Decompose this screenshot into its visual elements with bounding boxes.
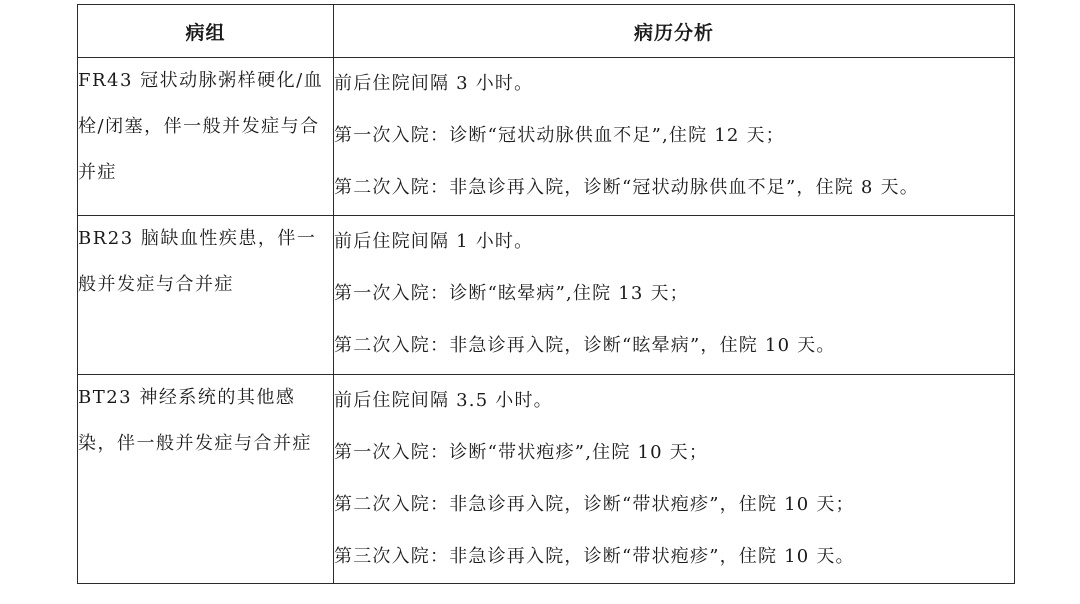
analysis-line: 前后住院间隔 3.5 小时。 (334, 390, 553, 411)
analysis-line: 前后住院间隔 3 小时。 (334, 73, 534, 94)
analysis-line: 第二次入院：非急诊再入院，诊断“带状疱疹”，住院 10 天； (334, 494, 855, 515)
case-analysis-table (77, 4, 1015, 584)
table-row (78, 216, 1015, 375)
header-group: 病组 (78, 5, 334, 58)
analysis-cell (334, 216, 1015, 375)
analysis-line: 第二次入院：非急诊再入院，诊断“眩晕病”，住院 10 天。 (334, 335, 836, 356)
group-cell: FR43 冠状动脉粥样硬化/血栓/闭塞，伴一般并发症与合并症 (78, 58, 334, 216)
analysis-cell (334, 58, 1015, 216)
analysis-line: 第一次入院：诊断“眩晕病”,住院 13 天； (334, 283, 689, 304)
group-cell: BR23 脑缺血性疾患，伴一般并发症与合并症 (78, 216, 334, 375)
analysis-line: 第一次入院：诊断“冠状动脉供血不足”,住院 12 天； (334, 125, 785, 146)
analysis-line: 第一次入院：诊断“带状疱疹”,住院 10 天； (334, 442, 709, 463)
header-analysis: 病历分析 (334, 5, 1015, 58)
analysis-line: 第二次入院：非急诊再入院，诊断“冠状动脉供血不足”，住院 8 天。 (334, 177, 919, 198)
analysis-line: 第三次入院：非急诊再入院，诊断“带状疱疹”，住院 10 天。 (334, 546, 855, 567)
analysis-line: 前后住院间隔 1 小时。 (334, 231, 534, 252)
table-row (78, 58, 1015, 216)
group-cell: BT23 神经系统的其他感染，伴一般并发症与合并症 (78, 375, 334, 584)
table-row (78, 375, 1015, 584)
analysis-cell (334, 375, 1015, 584)
table-header-row (78, 5, 1015, 58)
